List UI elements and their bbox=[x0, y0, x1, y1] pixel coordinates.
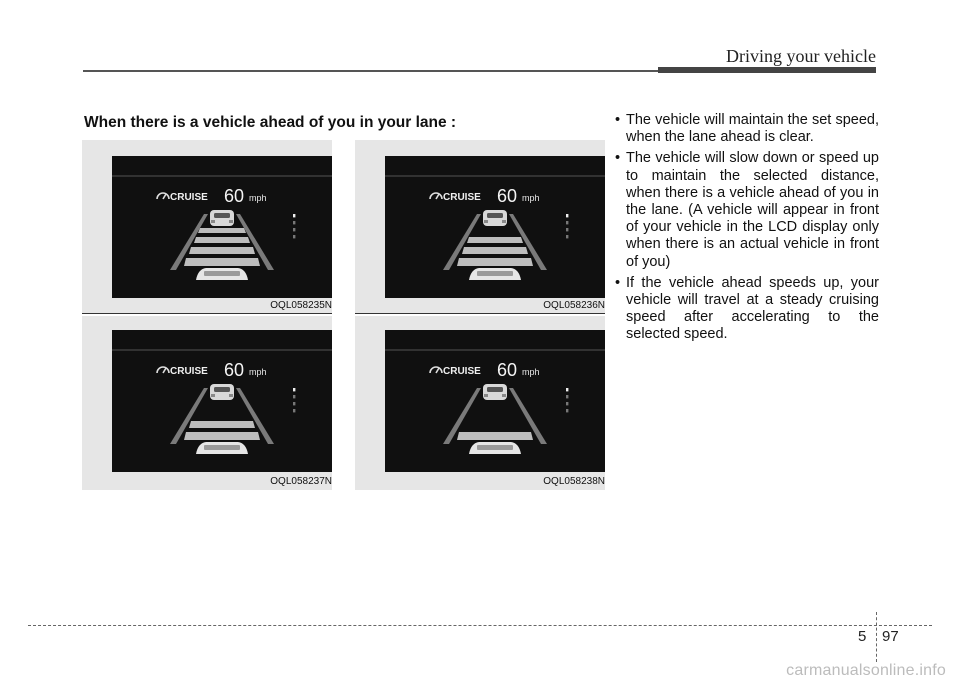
bullet-item: • The vehicle will maintain the set speed, when the lane ahead is clear. bbox=[615, 112, 879, 146]
distance-bar bbox=[194, 237, 250, 243]
distance-bar bbox=[457, 258, 533, 266]
cluster-svg bbox=[112, 330, 332, 472]
speed-unit: mph bbox=[522, 367, 540, 377]
page-number: 97 bbox=[882, 628, 899, 645]
header-title: Driving your vehicle bbox=[726, 46, 876, 66]
figure-cluster-display-4 bbox=[355, 316, 605, 490]
lcd-screen bbox=[112, 156, 332, 298]
figure-caption: OQL058236N bbox=[543, 300, 605, 311]
speed-unit: mph bbox=[249, 367, 267, 377]
distance-bar bbox=[194, 411, 250, 417]
distance-bar bbox=[467, 237, 523, 243]
distance-bar bbox=[189, 421, 255, 428]
distance-bar bbox=[471, 228, 519, 233]
speed-unit: mph bbox=[249, 193, 267, 203]
figure-caption: OQL058235N bbox=[270, 300, 332, 311]
own-vehicle-icon bbox=[196, 442, 248, 454]
bullet-list bbox=[612, 112, 879, 348]
set-speed-value: 60 bbox=[497, 360, 518, 380]
set-speed-value: 60 bbox=[224, 186, 245, 206]
cluster-svg bbox=[112, 156, 332, 298]
cruise-gauge-icon bbox=[430, 367, 442, 373]
header-rule-accent bbox=[658, 67, 876, 73]
cruise-gauge-icon bbox=[157, 367, 169, 373]
lead-vehicle-icon bbox=[483, 210, 507, 226]
bullet-item: • If the vehicle ahead speeds up, your vehicle will travel at a steady cruising speed after accelerating to the selected speed. bbox=[615, 274, 879, 343]
chapter-number: 5 bbox=[858, 628, 867, 645]
cruise-label: CRUISE bbox=[170, 192, 208, 203]
set-speed-value: 60 bbox=[224, 360, 245, 380]
distance-bar bbox=[467, 411, 523, 417]
cluster-svg bbox=[385, 156, 605, 298]
distance-bar bbox=[457, 432, 533, 440]
distance-bar bbox=[471, 402, 519, 407]
distance-bar bbox=[462, 421, 528, 428]
bullet-item: • The vehicle will slow down or speed up to maintain the selected distance, when there is a vehicle ahead of you in the lane. (A vehicle will appear in front of your vehicle in the LCD display only when there is an actual vehicle in front of you) bbox=[615, 150, 879, 270]
cruise-gauge-icon bbox=[430, 193, 442, 199]
distance-bar bbox=[189, 247, 255, 254]
distance-bar bbox=[462, 247, 528, 254]
figure-cluster-display-3 bbox=[82, 316, 332, 490]
figure-cluster-display-2 bbox=[355, 140, 605, 313]
figure-cluster-display-1 bbox=[82, 140, 332, 313]
own-vehicle-icon bbox=[196, 268, 248, 280]
own-vehicle-icon bbox=[469, 442, 521, 454]
distance-indicator-icon bbox=[293, 214, 295, 238]
lead-vehicle-icon bbox=[483, 384, 507, 400]
lcd-screen bbox=[112, 330, 332, 472]
distance-bar bbox=[184, 432, 260, 440]
figure-caption: OQL058238N bbox=[543, 476, 605, 487]
footer-divider bbox=[876, 612, 877, 662]
lead-vehicle-icon bbox=[210, 210, 234, 226]
figure-gutter bbox=[332, 140, 355, 490]
own-vehicle-icon bbox=[469, 268, 521, 280]
watermark: carmanualsonline.info bbox=[786, 662, 946, 679]
lcd-screen bbox=[385, 156, 605, 298]
distance-bar bbox=[198, 402, 246, 407]
distance-indicator-icon bbox=[293, 388, 295, 412]
set-speed-value: 60 bbox=[497, 186, 518, 206]
speed-unit: mph bbox=[522, 193, 540, 203]
bullet-dot-icon: • bbox=[615, 112, 621, 128]
lcd-screen bbox=[385, 330, 605, 472]
cruise-label: CRUISE bbox=[443, 366, 481, 377]
figure-caption: OQL058237N bbox=[270, 476, 332, 487]
distance-indicator-icon bbox=[566, 388, 568, 412]
cruise-gauge-icon bbox=[157, 193, 169, 199]
footer-rule bbox=[28, 625, 932, 626]
cluster-svg bbox=[385, 330, 605, 472]
cruise-label: CRUISE bbox=[443, 192, 481, 203]
bullet-dot-icon: • bbox=[615, 274, 621, 291]
lead-vehicle-icon bbox=[210, 384, 234, 400]
section-heading: When there is a vehicle ahead of you in your lane : bbox=[84, 114, 457, 131]
distance-bar bbox=[184, 258, 260, 266]
distance-bar bbox=[198, 228, 246, 233]
cruise-label: CRUISE bbox=[170, 366, 208, 377]
distance-indicator-icon bbox=[566, 214, 568, 238]
bullet-dot-icon: • bbox=[615, 150, 621, 167]
